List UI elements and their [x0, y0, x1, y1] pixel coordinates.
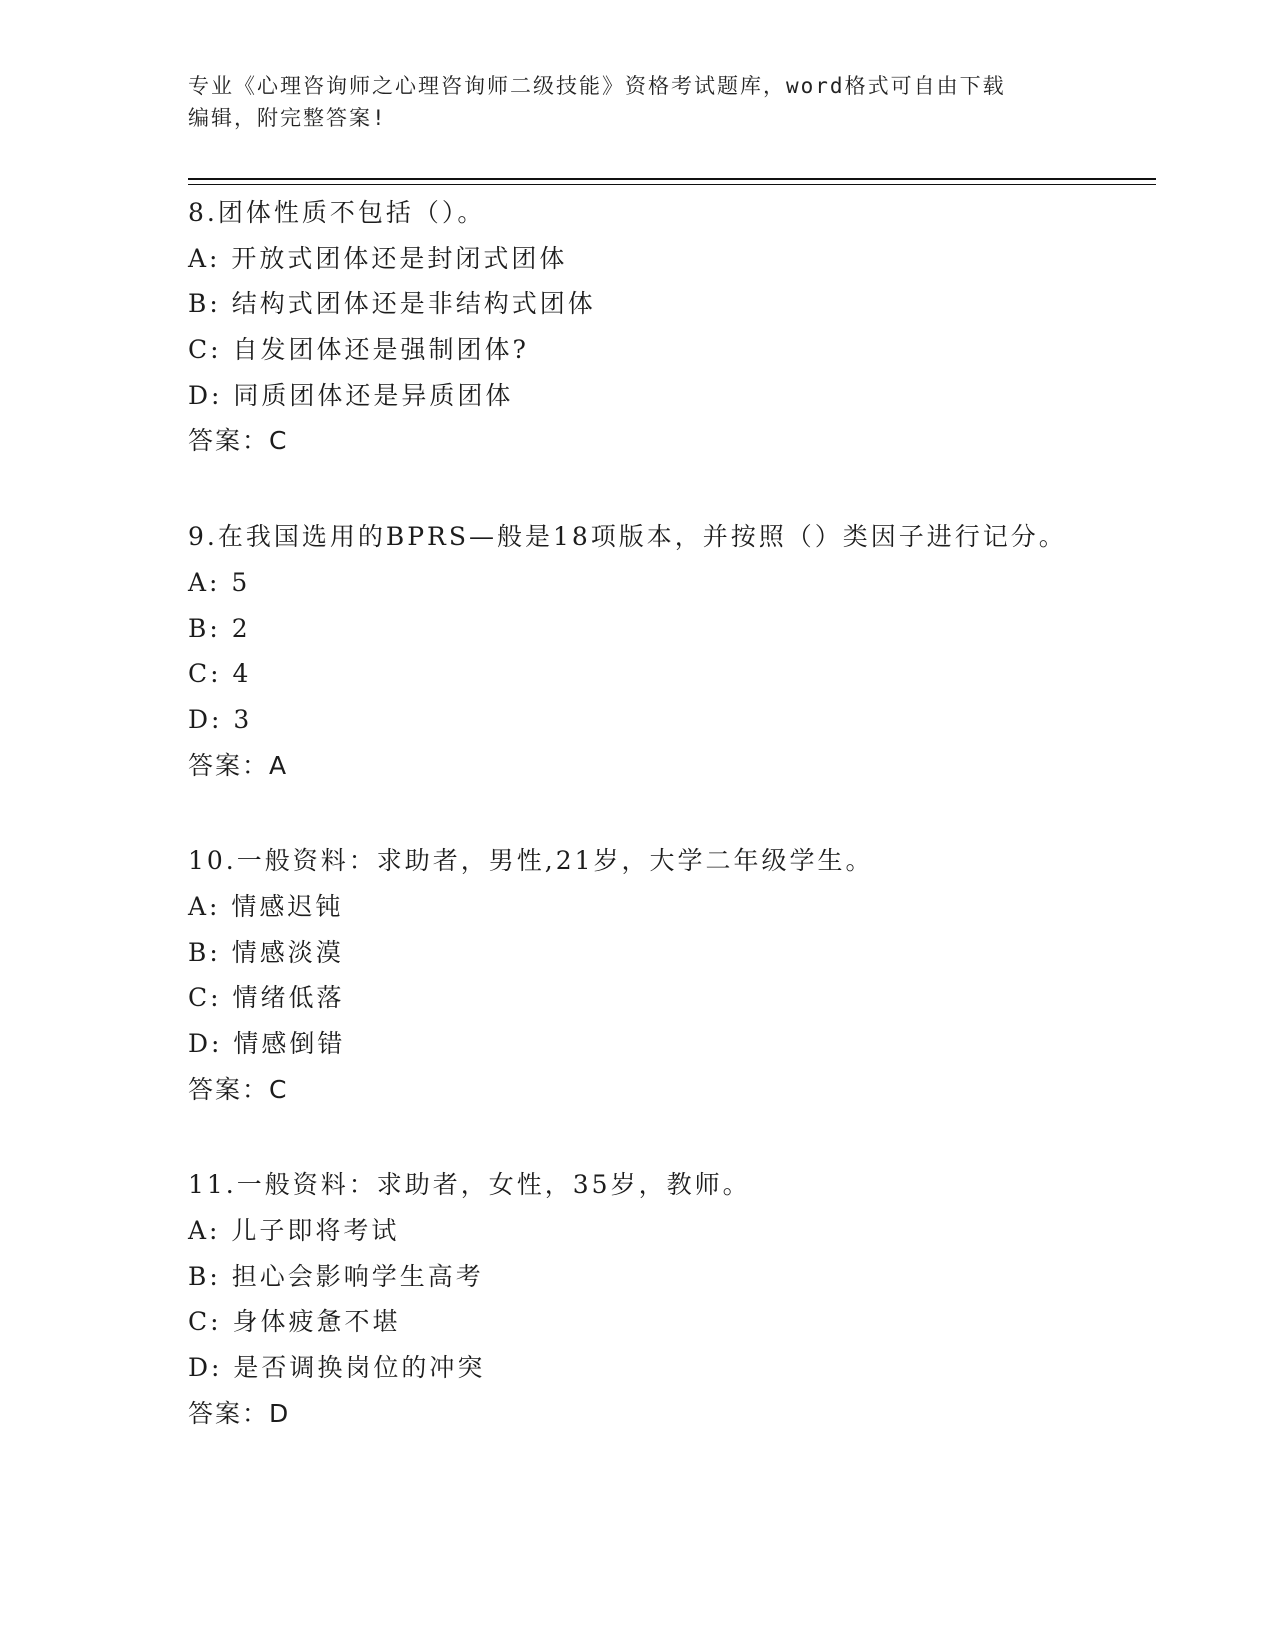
option-c: C: 情绪低落	[188, 983, 345, 1013]
header-line-2: 编辑，附完整答案!	[188, 106, 387, 130]
document-header	[188, 70, 1088, 134]
question-stem: 9.在我国选用的BPRS—般是18项版本，并按照（）类因子进行记分。	[188, 522, 1067, 552]
option-c: C: 4	[188, 659, 252, 689]
header-rule-thin	[188, 184, 1156, 185]
answer-line: 答案：D	[188, 1398, 291, 1428]
answer-line: 答案：C	[188, 1074, 289, 1104]
answer-line: 答案：C	[188, 426, 289, 456]
option-d: D: 同质团体还是异质团体	[188, 380, 514, 410]
header-line-1: 专业《心理咨询师之心理咨询师二级技能》资格考试题库，word格式可自由下载	[188, 74, 1006, 98]
option-a: A: 儿子即将考试	[188, 1216, 400, 1246]
question-item	[188, 190, 1156, 464]
option-d: D: 是否调换岗位的冲突	[188, 1353, 486, 1383]
header-rule-thick	[188, 178, 1156, 180]
option-b: B: 结构式团体还是非结构式团体	[188, 289, 596, 319]
option-c: C: 身体疲惫不堪	[188, 1307, 401, 1337]
option-b: B: 2	[188, 613, 251, 643]
option-b: B: 担心会影响学生高考	[188, 1261, 484, 1291]
option-d: D: 3	[188, 704, 253, 734]
option-b: B: 情感淡漠	[188, 937, 344, 967]
question-item	[188, 838, 1156, 1112]
option-a: A: 情感迟钝	[188, 891, 344, 921]
option-a: A: 开放式团体还是封闭式团体	[188, 243, 568, 273]
question-item	[188, 514, 1156, 788]
question-list	[188, 190, 1156, 1487]
answer-line: 答案：A	[188, 750, 289, 780]
question-stem: 10.一般资料：求助者，男性,21岁，大学二年级学生。	[188, 846, 874, 876]
question-stem: 8.团体性质不包括（）。	[188, 198, 486, 227]
option-a: A: 5	[188, 567, 251, 597]
question-item	[188, 1162, 1156, 1436]
option-c: C: 自发团体还是强制团体?	[188, 335, 529, 365]
option-d: D: 情感倒错	[188, 1029, 346, 1058]
question-stem: 11.一般资料：求助者，女性，35岁，教师。	[188, 1170, 751, 1200]
